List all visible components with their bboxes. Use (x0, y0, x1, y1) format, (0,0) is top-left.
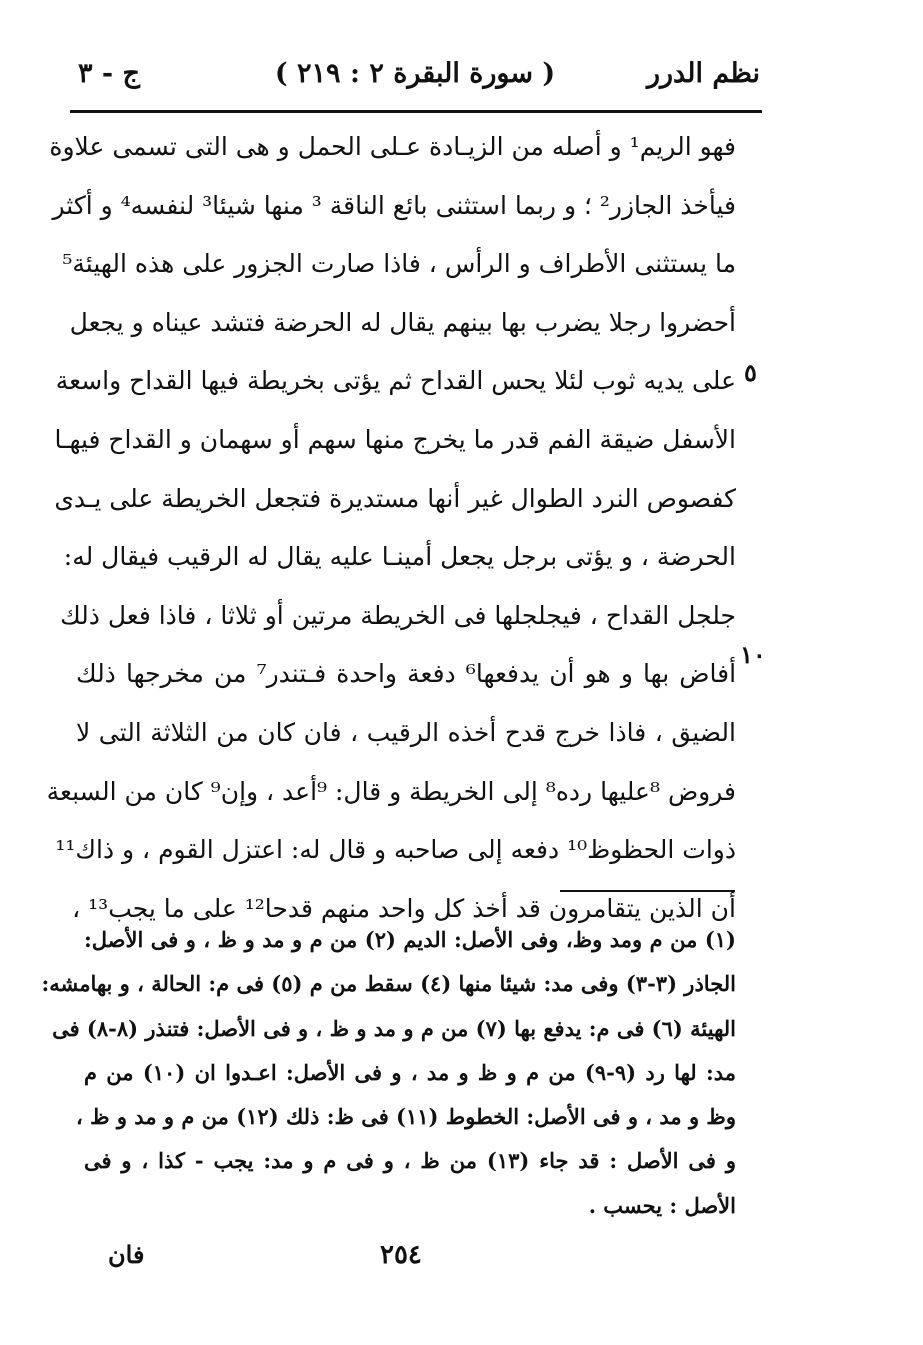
text-line: على يديه ثوب لئلا يحس القداح ثم يؤتى بخريطة فيها القداح واسعة (55, 366, 736, 396)
text-line: فروض ⁸عليها رده⁸ إلى الخريطة و قال: ⁹أعد ، وإن⁹ كان من السبعة (46, 776, 736, 806)
text-line: كفصوص النرد الطوال غير أنها مستديرة فتجعل الخريطة على يـدى (54, 483, 736, 513)
footnote-line: و فى الأصل : قد جاء (١٣) من ظ ، و فى م و مد: يجب - كذا ، و فى (84, 1148, 736, 1174)
catchword: فان (108, 1240, 145, 1269)
running-header (70, 58, 760, 102)
text-line: فيأخذ الجازر² ؛ و ربما استثنى بائع الناقة ³ منها شيئا³ لنفسه⁴ و أكثر (52, 190, 736, 220)
main-text (46, 118, 737, 938)
text-line: جلجل القداح ، فيجلجلها فى الخريطة مرتين أو ثلاثا ، فاذا فعل ذلك (60, 600, 736, 630)
text-line: فهو الريم¹ و أصله من الزيـادة عـلى الحمل و هى التى تسمى علاوة (49, 132, 736, 161)
text-line: أحضروا رجلا يضرب بها بينهم يقال له الحرضة فتشد عيناه و يجعل (69, 307, 736, 337)
line-number-10: ١٠ (740, 640, 766, 669)
footnote-line: الجاذر (٣-٣) وفى مد: شيئا منها (٤) سقط من م (٥) فى م: الحالة ، و بهامشه: (41, 971, 736, 997)
footnote-line: وظ و مد ، و فى الأصل: الخطوط (١١) فى ظ: ذلك (١٢) من م و مد و ظ ، (76, 1104, 736, 1130)
line-number-5: ٥ (744, 358, 757, 387)
text-line: أفاض بها و هو أن يدفعها⁶ دفعة واحدة فـتندر⁷ من مخرجها ذلك (76, 659, 737, 689)
text-line: ما يستثنى الأطراف و الرأس ، فاذا صارت الجزور على هذه الهيئة⁵ (62, 249, 736, 279)
footnotes (41, 918, 736, 1228)
footnote-line: الهيئة (٦) فى م: يدفع بها (٧) من م و مد و ظ ، و فى الأصل: فتنذر (٨-٨) فى (52, 1015, 736, 1041)
footnote-line: (١) من م ومد وظ، وفى الأصل: الديم (٢) من م و مد و ظ ، و فى الأصل: (84, 927, 736, 952)
footnote-line: مد: لها رد (٩-٩) من م و ظ و مد ، و فى الأصل: اعـدوا ان (١٠) من م (84, 1059, 736, 1085)
footnote-rule (560, 890, 735, 892)
text-line: أن الذين يتقامرون قد أخذ كل واحد منهم قدحا¹² على ما يجب¹³ ، (72, 893, 736, 923)
text-line: الحرضة ، و يؤتى برجل يجعل أمينـا عليه يقال له الرقيب فيقال له: (63, 542, 736, 572)
header-rule (70, 110, 762, 113)
text-line: الضيق ، فاذا خرج قدح أخذه الرقيب ، فان كان من الثلاثة التى لا (76, 717, 736, 747)
book-title: نظم الدرر (646, 58, 760, 89)
volume-label: ج - ٣ (78, 58, 140, 89)
page-number: ٢٥٤ (380, 1240, 422, 1270)
surah-reference: ( سورة البقرة ٢ : ٢١٩ ) (274, 58, 556, 89)
text-line: ذوات الحظوظ¹⁰ دفعه إلى صاحبه و قال له: اعتزل القوم ، و ذاك¹¹ (55, 835, 736, 865)
text-line: الأسفل ضيقة الفم قدر ما يخرج منها سهم أو سهمان و القداح فيهـا (54, 424, 736, 454)
footnote-line: الأصل : يحسب . (588, 1192, 736, 1218)
